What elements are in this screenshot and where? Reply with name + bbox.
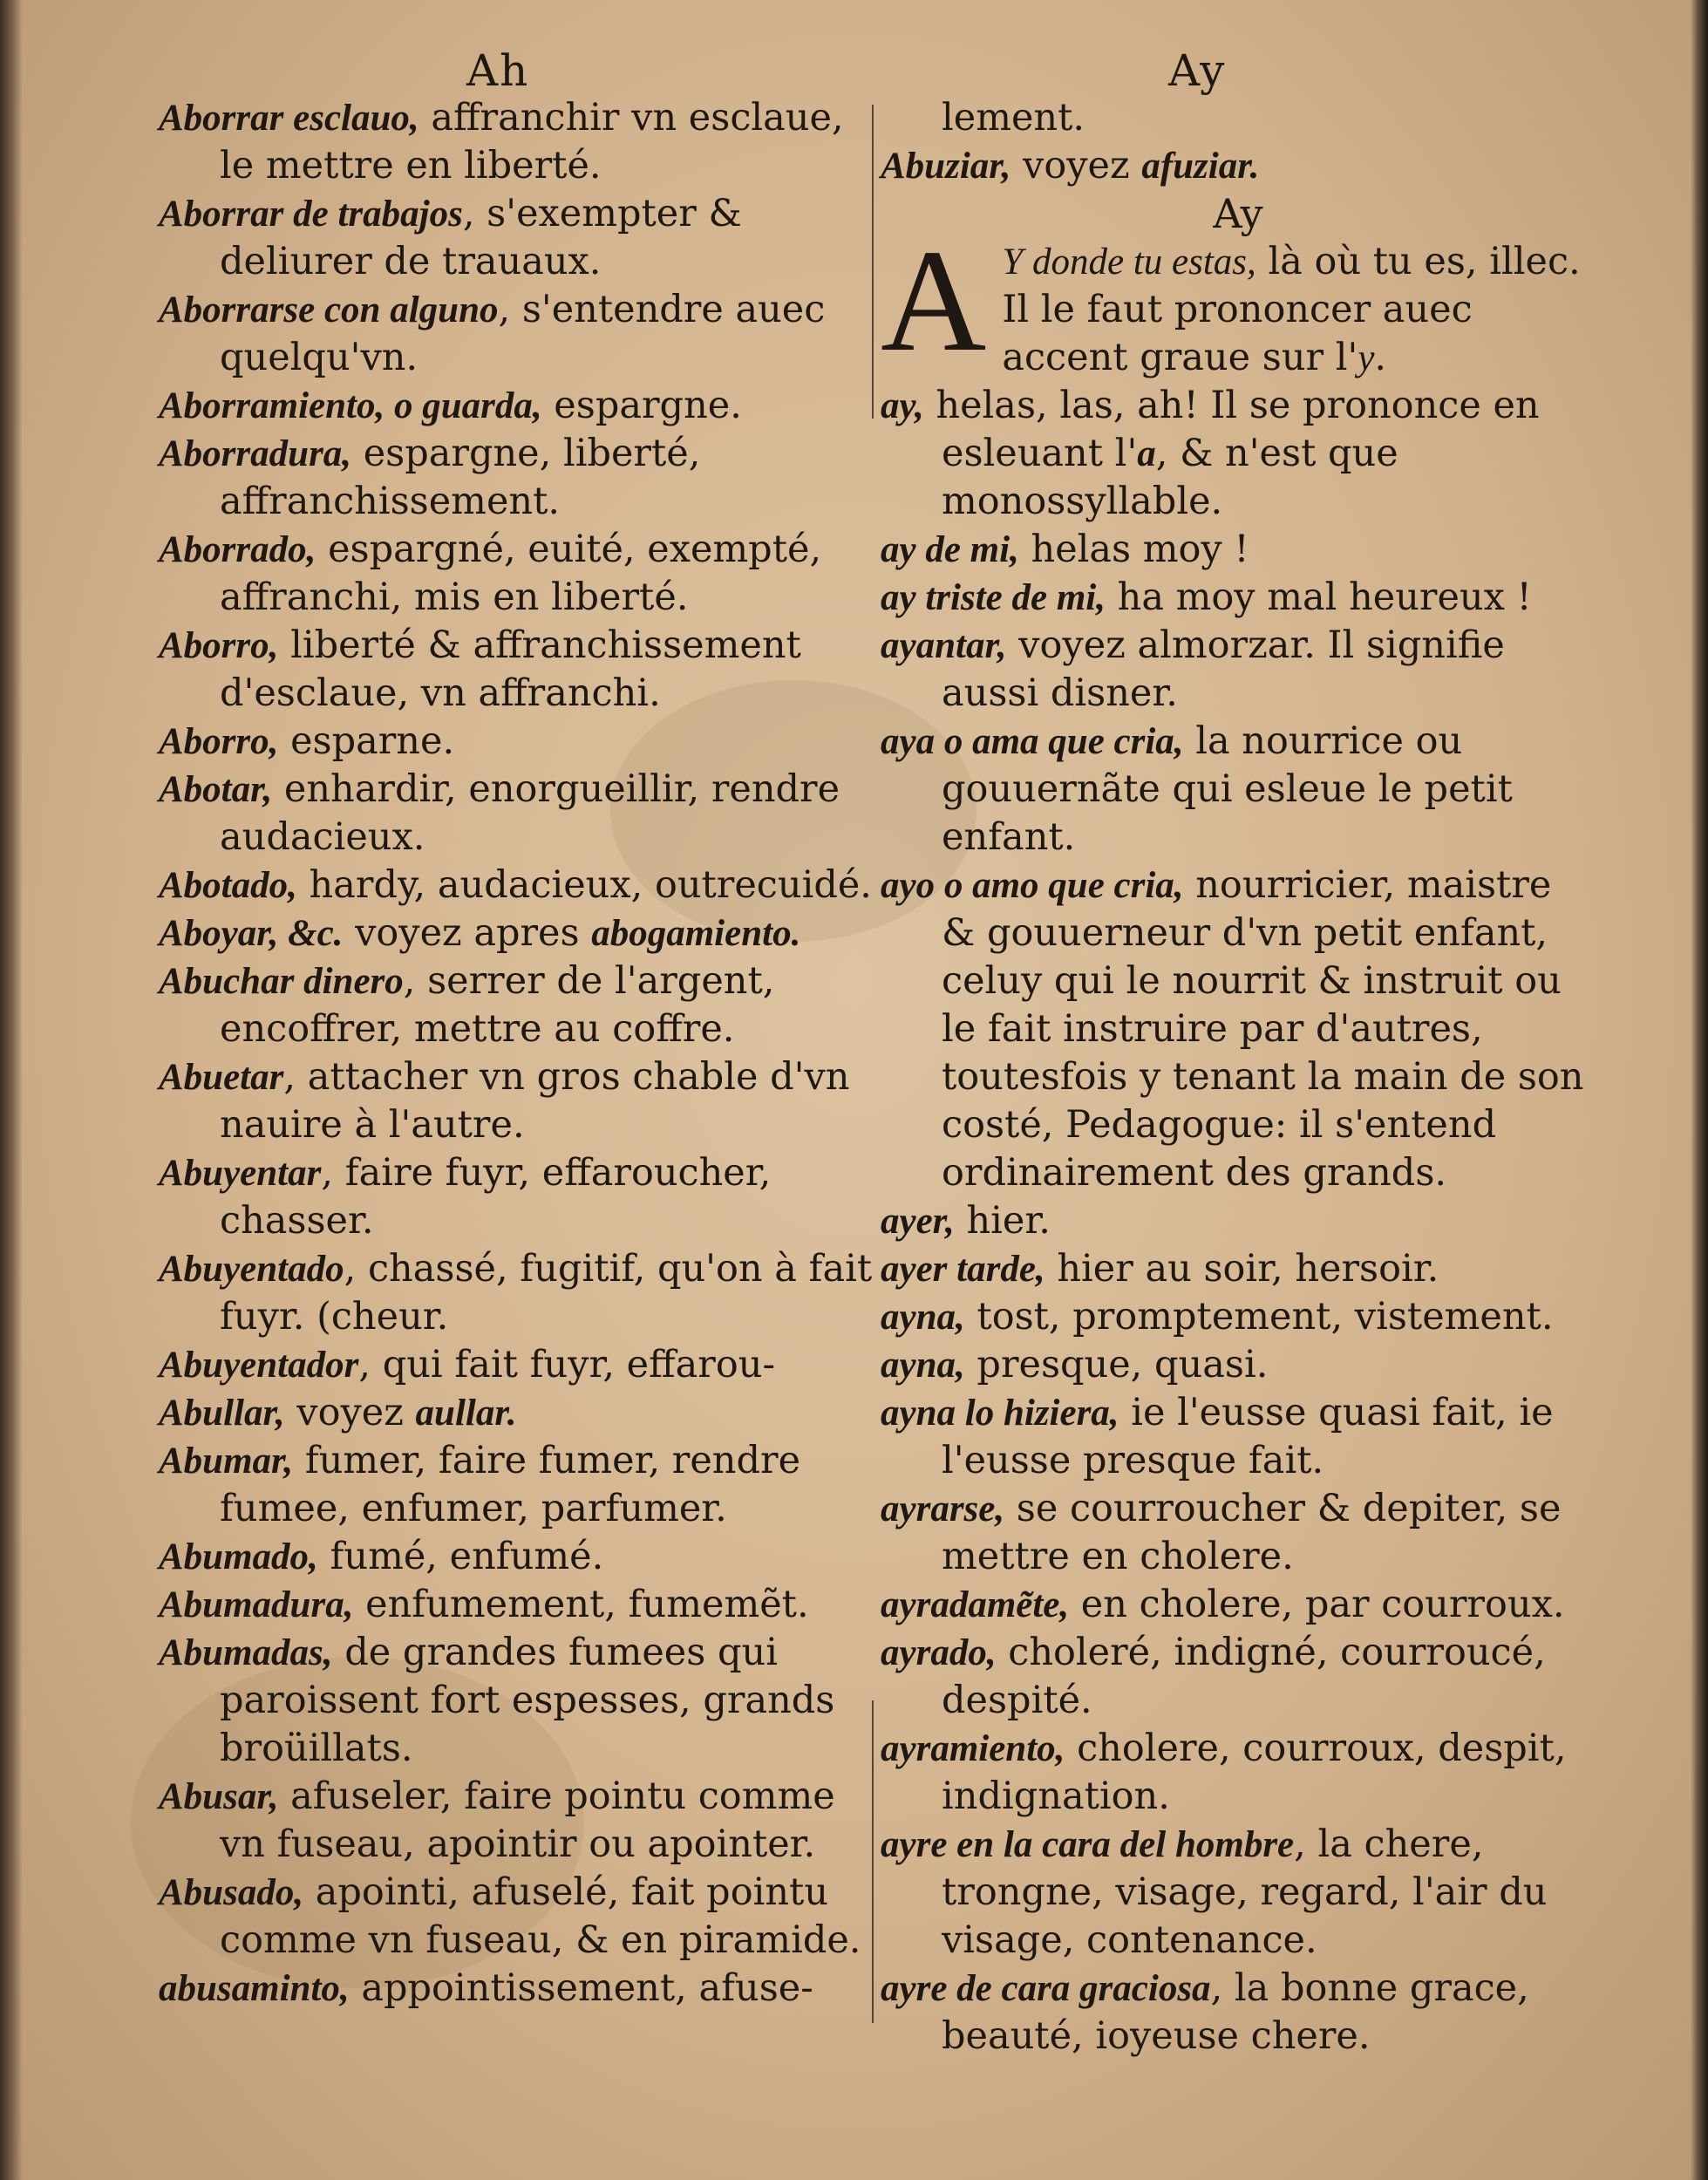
cross-reference: a bbox=[1137, 433, 1156, 474]
headword: ayna, bbox=[881, 1345, 965, 1386]
headword: Abuyentado bbox=[159, 1249, 344, 1290]
dictionary-entry bbox=[881, 382, 1596, 526]
headword: ayer tarde, bbox=[881, 1249, 1045, 1290]
dictionary-entry bbox=[159, 1581, 882, 1629]
headword: ay de mi, bbox=[881, 529, 1019, 570]
headword: Abotar, bbox=[159, 769, 273, 810]
headword: Aborrar esclauo, bbox=[159, 98, 419, 139]
definition: la nourrice ou gouuernãte qui esleue le petit enfant. bbox=[942, 719, 1513, 859]
headword: Abuyentar bbox=[159, 1153, 322, 1194]
dictionary-entry bbox=[881, 574, 1596, 622]
dictionary-entry bbox=[159, 1053, 882, 1149]
dictionary-entry bbox=[159, 286, 882, 382]
dictionary-entry bbox=[881, 1629, 1596, 1725]
definition: , la chere, trongne, visage, regard, l'air du visage, contenance. bbox=[942, 1822, 1548, 1962]
definition: hardy, audacieux, outrecuidé. bbox=[296, 863, 872, 907]
definition: se courroucher & depiter, se mettre en cholere. bbox=[942, 1487, 1562, 1578]
headword: Abumadas, bbox=[159, 1632, 333, 1673]
dictionary-entry bbox=[881, 1485, 1596, 1581]
headword: Abusar, bbox=[159, 1776, 279, 1817]
page-gutter-shadow bbox=[0, 0, 23, 2180]
definition: fumé, enfumé. bbox=[317, 1535, 604, 1578]
headword: Abuyentador bbox=[159, 1345, 359, 1386]
dictionary-entry bbox=[159, 909, 882, 957]
dictionary-entry bbox=[881, 1965, 1596, 2061]
headword: Abotado, bbox=[159, 865, 297, 906]
definition-tail: . bbox=[1374, 336, 1387, 379]
dictionary-entry bbox=[881, 1245, 1596, 1293]
right-column bbox=[881, 94, 1596, 2061]
definition: enhardir, enorgueillir, rendre audacieux. bbox=[220, 767, 840, 859]
definition: fumer, faire fumer, rendre fumee, enfumer, parfumer. bbox=[220, 1439, 801, 1530]
definition: tost, promptement, vistement. bbox=[964, 1295, 1554, 1339]
dictionary-entry bbox=[159, 1149, 882, 1245]
dictionary-entry bbox=[881, 862, 1596, 1197]
dictionary-entry bbox=[159, 1965, 882, 2013]
headword: ayramiento, bbox=[881, 1728, 1065, 1769]
definition-tail: , & n'est que monossyllable. bbox=[942, 432, 1398, 523]
definition: choleré, indigné, courroucé, despité. bbox=[942, 1631, 1546, 1722]
dictionary-entry bbox=[159, 1245, 882, 1341]
definition: enfumement, fumemẽt. bbox=[353, 1583, 809, 1626]
definition: esparne. bbox=[278, 719, 455, 763]
headword: Abumadura, bbox=[159, 1584, 354, 1625]
right-entry-list bbox=[881, 382, 1596, 2061]
dictionary-entry bbox=[881, 718, 1596, 862]
headword: ayre en la cara del hombre bbox=[881, 1824, 1295, 1865]
dictionary-entry bbox=[159, 766, 882, 862]
headword: Aborramiento, o guarda, bbox=[159, 385, 542, 426]
dictionary-entry bbox=[881, 1341, 1596, 1389]
headword: Abuetar bbox=[159, 1057, 284, 1098]
definition: voyez bbox=[284, 1391, 416, 1434]
headword: Aborro, bbox=[159, 625, 279, 666]
running-head-right: Ay bbox=[1168, 45, 1227, 96]
definition: de grandes fumees qui paroissent fort espesses, grands broüillats. bbox=[220, 1631, 835, 1770]
definition: , s'exempter & deliurer de trauaux. bbox=[220, 192, 742, 283]
headword: Y donde tu estas, bbox=[1002, 242, 1256, 283]
dictionary-entry bbox=[881, 1293, 1596, 1341]
definition: nourricier, maistre & gouuerneur d'vn petit enfant, celuy qui le nourrit & instruit ou le fait instruire par d'autres, toutesfois y tenant la main de son costé, Pedagogue: il s'entend ordinairement des grands. bbox=[942, 863, 1584, 1195]
definition: presque, quasi. bbox=[964, 1343, 1269, 1386]
dictionary-entry bbox=[881, 1725, 1596, 1821]
dictionary-entry bbox=[159, 1629, 882, 1773]
headword: Abusado, bbox=[159, 1872, 304, 1913]
definition: afuseler, faire pointu comme vn fuseau, apointir ou apointer. bbox=[220, 1775, 835, 1866]
definition: , la bonne grace, beauté, ioyeuse chere. bbox=[942, 1966, 1529, 2058]
definition: cholere, courroux, despit, indignation. bbox=[942, 1727, 1567, 1818]
headword: Abumado, bbox=[159, 1536, 318, 1577]
definition: hier. bbox=[954, 1199, 1051, 1243]
definition: helas moy ! bbox=[1018, 528, 1249, 571]
headword: ay, bbox=[881, 385, 924, 426]
left-column bbox=[159, 94, 882, 2013]
drop-cap-initial: A bbox=[881, 220, 987, 382]
dictionary-entry bbox=[159, 382, 882, 430]
dictionary-entry bbox=[159, 1341, 882, 1389]
definition: voyez apres bbox=[343, 911, 592, 955]
headword: Aborrar de trabajos bbox=[159, 194, 463, 235]
dictionary-entry bbox=[159, 718, 882, 766]
headword: Abuchar dinero bbox=[159, 961, 404, 1002]
definition: liberté & affranchissement d'esclaue, vn affranchi. bbox=[220, 623, 801, 715]
definition: helas, las, ah! Il se prononce en esleuant l' bbox=[923, 384, 1540, 475]
definition: affranchir vn esclaue, le mettre en liberté. bbox=[220, 96, 844, 187]
definition: , qui fait fuyr, effarou- bbox=[358, 1343, 775, 1386]
page-edge-shadow bbox=[1691, 0, 1708, 2180]
headword: ayo o amo que cria, bbox=[881, 865, 1184, 906]
letter-reference: y bbox=[1358, 337, 1375, 378]
cross-reference: abogamiento. bbox=[591, 913, 801, 954]
dictionary-entry bbox=[159, 94, 882, 190]
definition: , attacher vn gros chable d'vn nauire à l'autre. bbox=[220, 1055, 850, 1147]
dictionary-entry bbox=[881, 142, 1596, 190]
headword: ayantar, bbox=[881, 625, 1007, 666]
headword: Aborro, bbox=[159, 721, 279, 762]
drop-cap-entry bbox=[881, 220, 1596, 382]
dictionary-entry bbox=[159, 622, 882, 718]
dictionary-entry bbox=[159, 190, 882, 286]
dictionary-entry bbox=[159, 526, 882, 622]
headword: Abumar, bbox=[159, 1441, 294, 1482]
headword: ayer, bbox=[881, 1201, 955, 1242]
definition: espargne. bbox=[541, 384, 742, 427]
definition: espargné, euité, exempté, affranchi, mis en liberté. bbox=[220, 528, 822, 619]
dictionary-entry bbox=[159, 1437, 882, 1533]
headword: ayrarse, bbox=[881, 1489, 1005, 1529]
definition: , faire fuyr, effaroucher, chasser. bbox=[220, 1151, 772, 1243]
headword: Aboyar, &c. bbox=[159, 913, 344, 954]
definition: appointissement, afuse- bbox=[349, 1966, 813, 2010]
definition: apointi, afuselé, fait pointu comme vn fuseau, & en piramide. bbox=[220, 1870, 861, 1962]
headword: abusaminto, bbox=[159, 1968, 350, 2009]
dictionary-entry bbox=[159, 862, 882, 909]
headword: ayrado, bbox=[881, 1632, 997, 1673]
definition: ha moy mal heureux ! bbox=[1105, 576, 1532, 619]
dictionary-entry bbox=[159, 430, 882, 526]
dictionary-entry bbox=[159, 1389, 882, 1437]
dictionary-entry bbox=[881, 1821, 1596, 1965]
definition: espargne, liberté, affranchissement. bbox=[220, 432, 701, 523]
headword: ayna, bbox=[881, 1297, 965, 1338]
headword: ay triste de mi, bbox=[881, 577, 1106, 618]
definition: voyez almorzar. Il signifie aussi disner. bbox=[942, 623, 1505, 715]
headword: ayre de cara graciosa bbox=[881, 1968, 1211, 2009]
definition: ie l'eusse quasi fait, ie l'eusse presque fait. bbox=[942, 1391, 1554, 1482]
dictionary-entry bbox=[881, 1389, 1596, 1485]
definition: là où tu es, illec. Il le faut prononcer auec accent graue sur l' bbox=[1002, 240, 1581, 379]
section-subheading: Ay bbox=[1213, 190, 1263, 237]
cross-reference: afuziar. bbox=[1141, 146, 1260, 187]
definition: hier au soir, hersoir. bbox=[1045, 1247, 1439, 1291]
headword: Aborradura, bbox=[159, 433, 352, 474]
dictionary-entry bbox=[881, 622, 1596, 718]
headword: ayradamẽte, bbox=[881, 1584, 1070, 1625]
definition: , serrer de l'argent, encoffrer, mettre au coffre. bbox=[220, 959, 775, 1051]
definition: voyez bbox=[1011, 144, 1142, 187]
definition: , chassé, fugitif, qu'on à fait fuyr. (cheur. bbox=[220, 1247, 873, 1339]
headword: Aborrarse con alguno bbox=[159, 290, 499, 330]
dictionary-entry bbox=[881, 1197, 1596, 1245]
dictionary-entry bbox=[159, 1533, 882, 1581]
dictionary-entry bbox=[159, 1773, 882, 1869]
definition: en cholere, par courroux. bbox=[1069, 1583, 1565, 1626]
headword: Abullar, bbox=[159, 1393, 285, 1434]
headword: Abuziar, bbox=[881, 146, 1011, 187]
cross-reference: aullar. bbox=[415, 1393, 517, 1434]
continuation-text: lement. bbox=[942, 96, 1085, 140]
headword: Aborrado, bbox=[159, 529, 316, 570]
dictionary-entry bbox=[881, 526, 1596, 574]
headword: aya o ama que cria, bbox=[881, 721, 1184, 762]
dictionary-entry bbox=[881, 1581, 1596, 1629]
definition: , s'entendre auec quelqu'vn. bbox=[220, 288, 826, 379]
headword: ayna lo hiziera, bbox=[881, 1393, 1119, 1434]
dictionary-entry bbox=[159, 957, 882, 1053]
running-head-left: Ah bbox=[466, 45, 530, 96]
dictionary-entry bbox=[159, 1869, 882, 1965]
